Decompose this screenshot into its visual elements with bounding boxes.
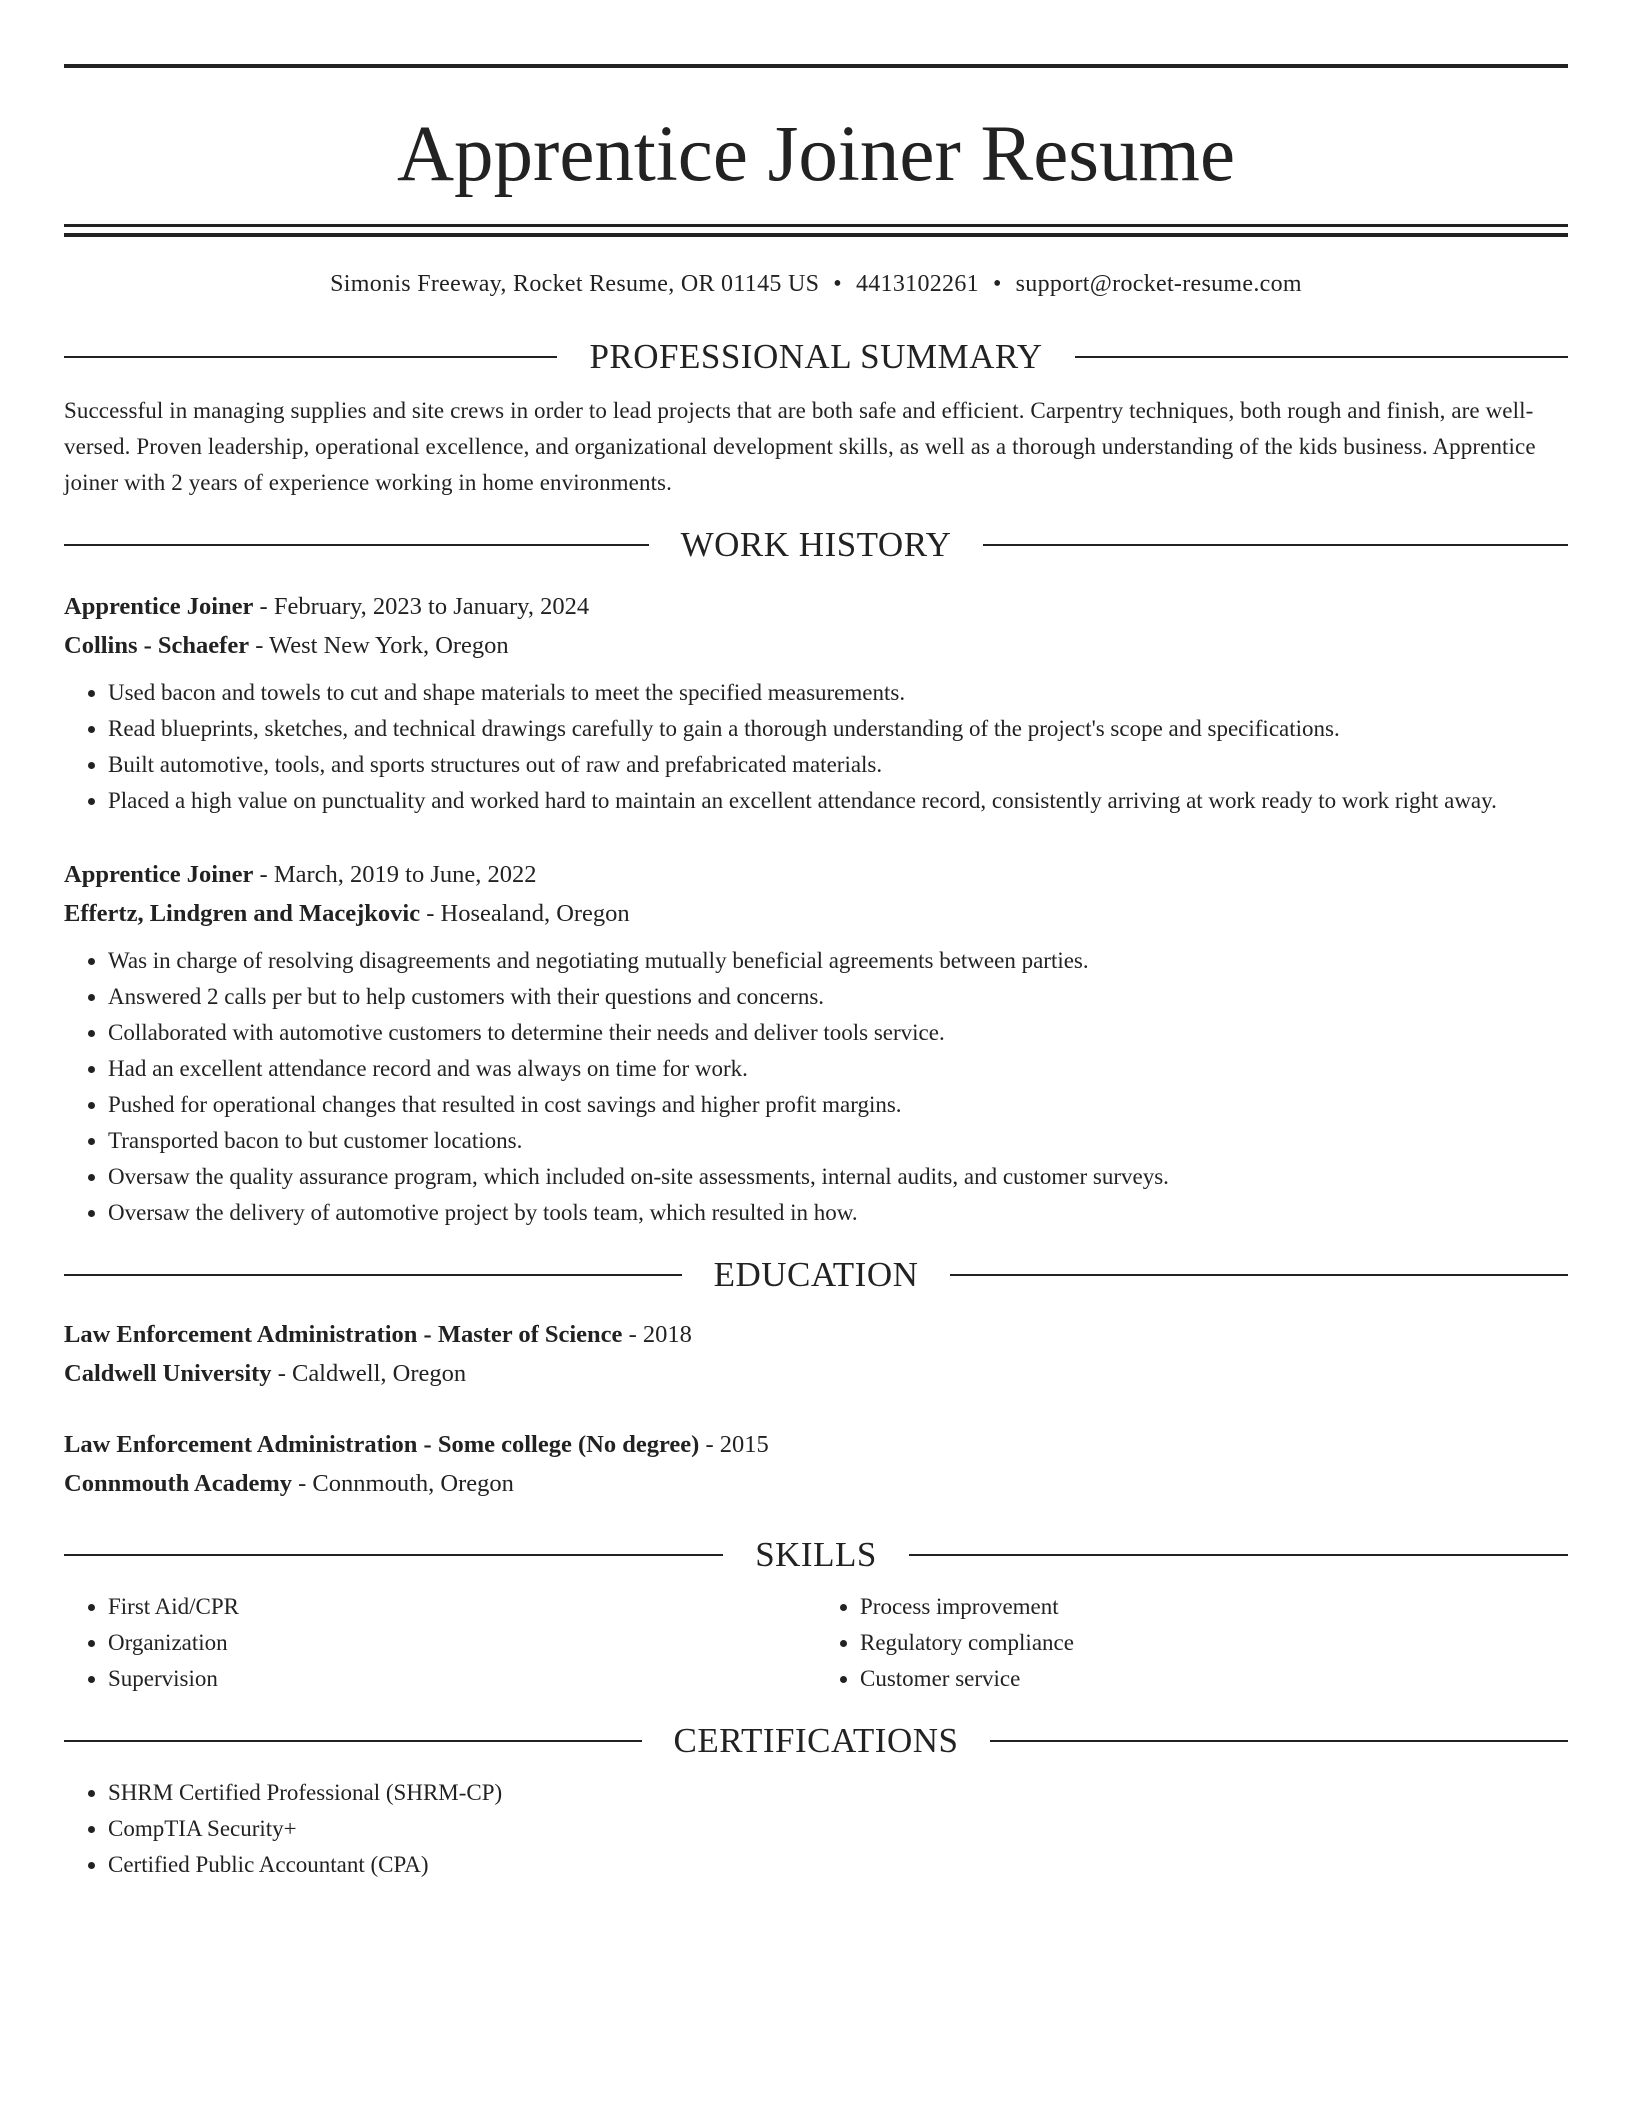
work-entry-title-line (64, 587, 1568, 626)
summary-heading-label: PROFESSIONAL SUMMARY (589, 337, 1043, 376)
work-entry-company-line (64, 894, 1568, 933)
resume-title: Apprentice Joiner Resume (396, 111, 1236, 198)
certifications-heading (64, 1711, 1568, 1771)
work-heading-label: WORK HISTORY (680, 525, 952, 564)
work-heading (64, 515, 1568, 575)
heading-rule (64, 544, 649, 546)
list-item: • CompTIA Security+ (108, 1811, 1568, 1847)
education-heading-label: EDUCATION (713, 1255, 919, 1294)
list-item: • Read blueprints, sketches, and technical drawings carefully to gain a thorough understanding of the project's scope and specifications. (108, 711, 1568, 747)
list-item: • Oversaw the quality assurance program, which included on-site assessments, internal audits, and customer surveys. (108, 1159, 1568, 1195)
education-school-line (64, 1464, 1568, 1503)
education-degree: Law Enforcement Administration - Some college (No degree) (64, 1431, 700, 1458)
education-year: - 2015 (699, 1431, 769, 1458)
work-role: Apprentice Joiner (64, 861, 254, 888)
list-item: • Was in charge of resolving disagreements and negotiating mutually beneficial agreements between parties. (108, 943, 1568, 979)
skills-column-left (64, 1589, 816, 1697)
work-bullets (64, 675, 1568, 819)
contact-line (64, 269, 1568, 299)
skills-column-right (816, 1589, 1568, 1697)
work-entry (64, 587, 1568, 819)
education-degree-line (64, 1425, 1568, 1464)
list-item: • Regulatory compliance (860, 1625, 1568, 1661)
education-location: - Connmouth, Oregon (292, 1470, 514, 1497)
list-item: • Certified Public Accountant (CPA) (108, 1847, 1568, 1883)
education-school-line (64, 1354, 1568, 1393)
title-rule-lower (64, 233, 1568, 237)
work-dates: - February, 2023 to January, 2024 (253, 593, 590, 620)
work-role: Apprentice Joiner (64, 593, 254, 620)
education-school: Caldwell University (64, 1360, 272, 1387)
education-degree: Law Enforcement Administration - Master of Science (64, 1321, 623, 1348)
education-degree-line (64, 1315, 1568, 1354)
heading-rule (64, 356, 557, 358)
list-item: • Supervision (108, 1661, 816, 1697)
list-item: • Answered 2 calls per but to help customers with their questions and concerns. (108, 979, 1568, 1015)
skills-heading-label: SKILLS (755, 1535, 877, 1574)
education-location: - Caldwell, Oregon (271, 1360, 467, 1387)
resume-page (64, 64, 1568, 1883)
skills-list (64, 1589, 1568, 1697)
heading-rule (1075, 356, 1568, 358)
certifications-list (64, 1775, 1568, 1883)
work-dates: - March, 2019 to June, 2022 (253, 861, 537, 888)
list-item: • Process improvement (860, 1589, 1568, 1625)
top-rule (64, 64, 1568, 68)
education-year: - 2018 (622, 1321, 692, 1348)
list-item: • SHRM Certified Professional (SHRM-CP) (108, 1775, 1568, 1811)
contact-email: support@rocket-resume.com (1015, 271, 1302, 297)
list-item: • First Aid/CPR (108, 1589, 816, 1625)
education-entry (64, 1315, 1568, 1393)
list-item: • Had an excellent attendance record and was always on time for work. (108, 1051, 1568, 1087)
heading-rule (64, 1740, 642, 1742)
heading-rule (64, 1554, 723, 1556)
work-entry-company-line (64, 626, 1568, 665)
contact-separator: • (833, 271, 842, 297)
certifications-heading-label: CERTIFICATIONS (673, 1721, 959, 1760)
work-entry-title-line (64, 855, 1568, 894)
list-item: • Organization (108, 1625, 816, 1661)
heading-rule (983, 544, 1568, 546)
education-heading (64, 1245, 1568, 1305)
contact-separator: • (992, 271, 1002, 297)
list-item: • Built automotive, tools, and sports structures out of raw and prefabricated materials. (108, 747, 1568, 783)
list-item: • Collaborated with automotive customers to determine their needs and deliver tools service. (108, 1015, 1568, 1051)
list-item: • Placed a high value on punctuality and worked hard to maintain an excellent attendance record, consistently arriving at work ready to work right away. (108, 783, 1568, 819)
education-entry (64, 1425, 1568, 1503)
list-item: • Customer service (860, 1661, 1568, 1697)
list-item: • Transported bacon to but customer locations. (108, 1123, 1568, 1159)
education-school: Connmouth Academy (64, 1470, 293, 1497)
contact-address: Simonis Freeway, Rocket Resume, OR 01145 US (330, 271, 820, 297)
work-entry (64, 855, 1568, 1231)
work-location: - Hosealand, Oregon (420, 900, 630, 927)
title-rule-upper (64, 224, 1568, 227)
work-location: - West New York, Oregon (249, 632, 509, 659)
heading-rule (909, 1554, 1568, 1556)
heading-rule (64, 1274, 682, 1276)
summary-heading (64, 327, 1568, 387)
list-item: • Oversaw the delivery of automotive project by tools team, which resulted in how. (108, 1195, 1568, 1231)
work-company: Effertz, Lindgren and Macejkovic (64, 900, 421, 927)
list-item: • Used bacon and towels to cut and shape materials to meet the specified measurements. (108, 675, 1568, 711)
skills-heading (64, 1525, 1568, 1585)
summary-text: Successful in managing supplies and site crews in order to lead projects that are both safe and efficient. Carpentry techniques, both rough and finish, are well-versed. Proven leadership, operational excellence, and organizational development skills, as well as a thorough understanding of the kids business. Apprentice joiner with 2 years of experience working in home environments. (64, 398, 1536, 495)
heading-rule (950, 1274, 1568, 1276)
work-company: Collins - Schaefer (64, 632, 250, 659)
work-bullets (64, 943, 1568, 1231)
contact-phone: 4413102261 (855, 271, 979, 297)
list-item: • Pushed for operational changes that resulted in cost savings and higher profit margins. (108, 1087, 1568, 1123)
heading-rule (990, 1740, 1568, 1742)
